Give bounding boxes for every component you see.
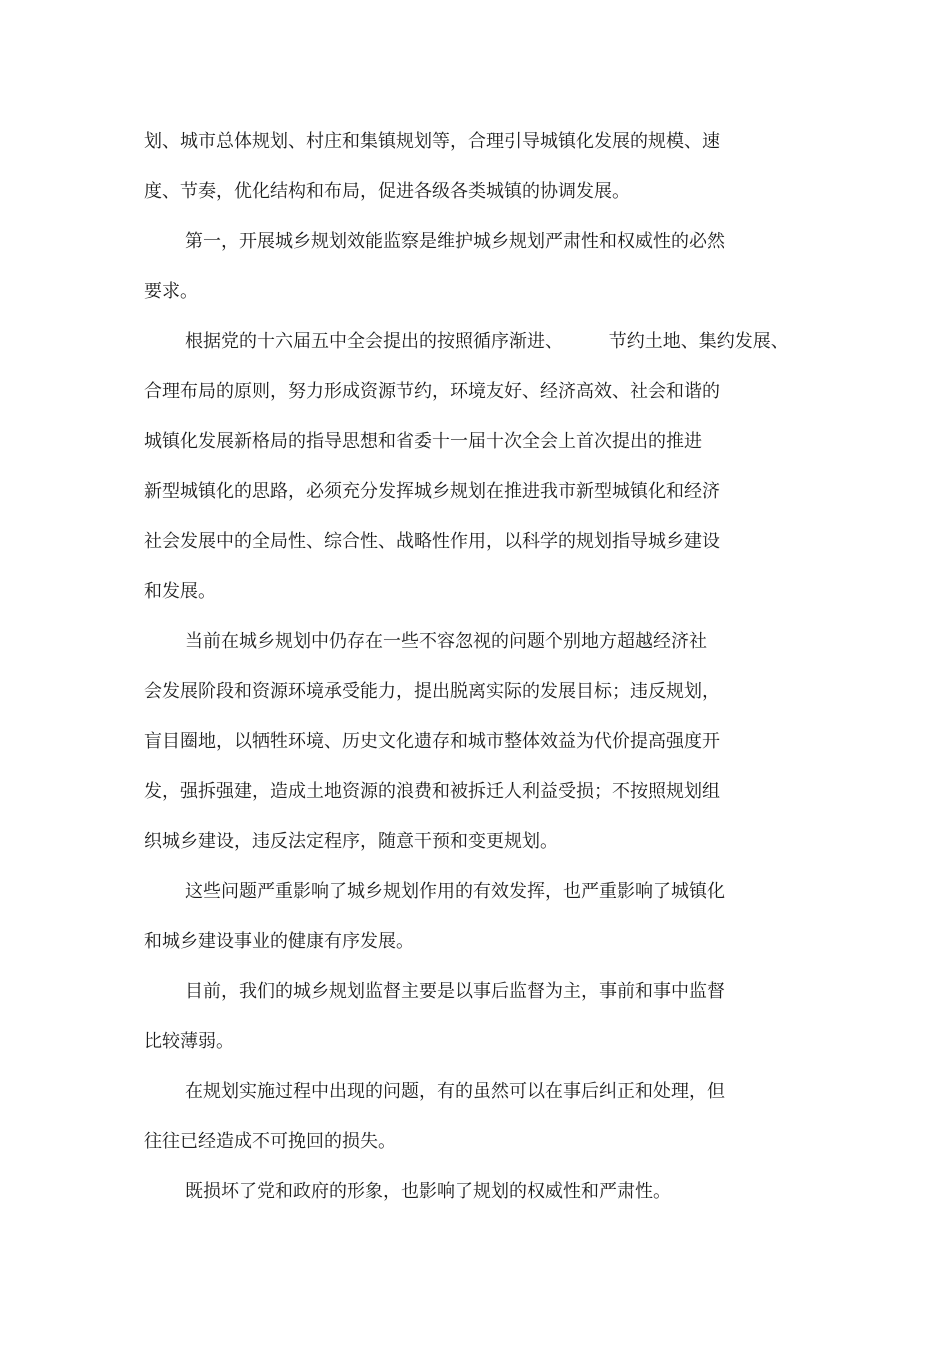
paragraph-start-line: 根据党的十六届五中全会提出的按照循序渐进、 节约土地、集约发展、 [185,331,789,352]
paragraph-start-line: 第一，开展城乡规划效能监察是维护城乡规划严肃性和权威性的必然 [185,231,725,252]
paragraph-start-line: 这些问题严重影响了城乡规划作用的有效发挥，也严重影响了城镇化 [185,881,725,902]
paragraph-start-line: 目前，我们的城乡规划监督主要是以事后监督为主，事前和事中监督 [185,981,725,1002]
text-line: 比较薄弱。 [144,1031,234,1052]
paragraph-start-line: 当前在城乡规划中仍存在一些不容忽视的问题个别地方超越经济社 [185,631,707,652]
text-line: 社会发展中的全局性、综合性、战略性作用，以科学的规划指导城乡建设 [144,531,720,552]
paragraph-start-line: 既损坏了党和政府的形象，也影响了规划的权威性和严肃性。 [185,1181,671,1202]
text-line: 会发展阶段和资源环境承受能力，提出脱离实际的发展目标；违反规划， [144,681,720,702]
text-line: 新型城镇化的思路，必须充分发挥城乡规划在推进我市新型城镇化和经济 [144,481,720,502]
text-line: 往往已经造成不可挽回的损失。 [144,1131,396,1152]
text-line: 发，强拆强建，造成土地资源的浪费和被拆迁人利益受损；不按照规划组 [144,781,720,802]
text-line: 和城乡建设事业的健康有序发展。 [144,931,414,952]
text-line: 度、节奏，优化结构和布局，促进各级各类城镇的协调发展。 [144,181,630,202]
text-line: 和发展。 [144,581,216,602]
text-line: 织城乡建设，违反法定程序，随意干预和变更规划。 [144,831,558,852]
text-line: 划、城市总体规划、村庄和集镇规划等，合理引导城镇化发展的规模、速 [144,131,720,152]
text-line: 城镇化发展新格局的指导思想和省委十一届十次全会上首次提出的推进 [144,431,702,452]
text-line: 合理布局的原则，努力形成资源节约，环境友好、经济高效、社会和谐的 [144,381,720,402]
text-line: 要求。 [144,281,198,302]
paragraph-start-line: 在规划实施过程中出现的问题，有的虽然可以在事后纠正和处理，但 [185,1081,725,1102]
text-line: 盲目圈地，以牺牲环境、历史文化遗存和城市整体效益为代价提高强度开 [144,731,720,752]
